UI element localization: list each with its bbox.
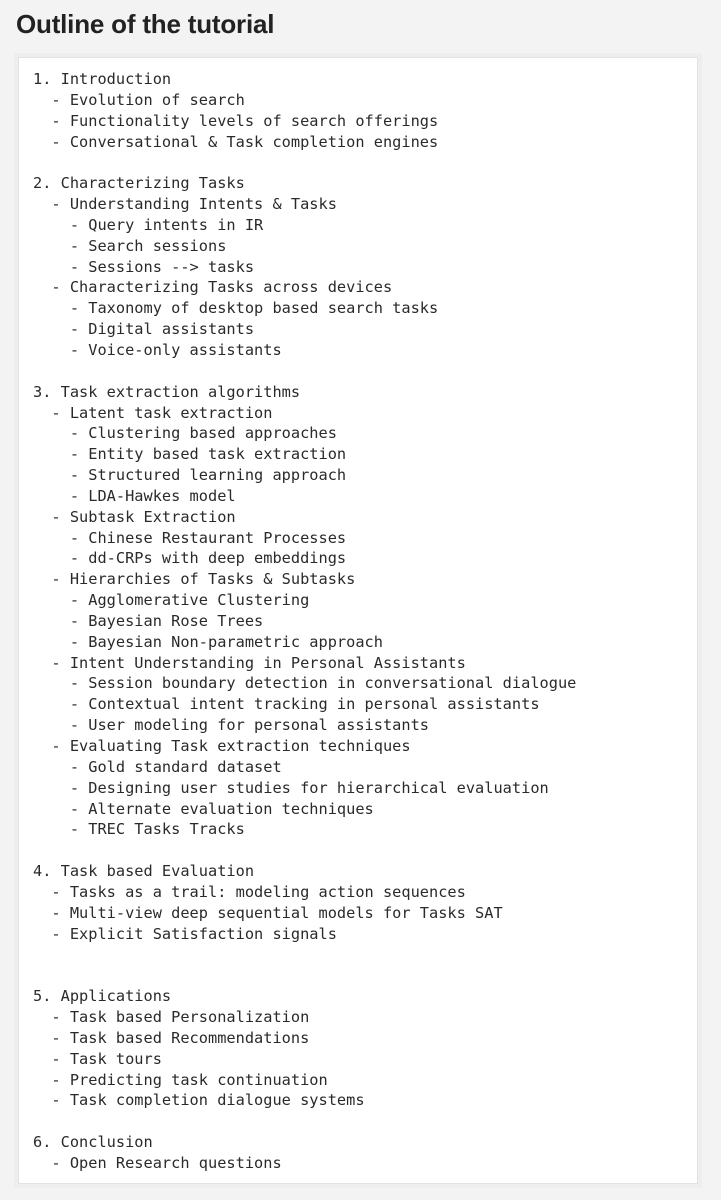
outline-line: - Explicit Satisfaction signals [33,924,337,943]
outline-line: - Contextual intent tracking in personal assistants [33,695,540,714]
outline-line: - Predicting task continuation [33,1070,328,1089]
outline-line: 2. Characterizing Tasks [33,174,245,193]
outline-line: - Alternate evaluation techniques [33,799,374,818]
page-title: Outline of the tutorial [16,9,275,39]
outline-code-block [18,57,698,1184]
outline-line: - Conversational & Task completion engines [33,132,439,151]
outline-lines [33,69,576,1174]
outline-line: - Hierarchies of Tasks & Subtasks [33,570,356,589]
outline-line: - Search sessions [33,236,227,255]
outline-line: - Intent Understanding in Personal Assistants [33,653,466,672]
outline-line: - Chinese Restaurant Processes [33,528,347,547]
outline-line [33,965,576,986]
outline-line: - Open Research questions [33,1153,282,1172]
outline-line: - Evaluating Task extraction techniques [33,737,411,755]
outline-line: - Structured learning approach [33,466,347,485]
outline-line [33,1111,576,1132]
outline-line: - Subtask Extraction [33,507,236,526]
outline-line: - Agglomerative Clustering [33,591,310,610]
outline-line: - Taxonomy of desktop based search tasks [33,299,439,318]
outline-line: - dd-CRPs with deep embeddings [33,549,347,568]
outline-line: 4. Task based Evaluation [33,862,255,881]
outline-line: - Latent task extraction [33,403,273,422]
outline-line: - Task based Personalization [33,1007,310,1026]
outline-line [33,361,576,382]
outline-line: - User modeling for personal assistants [33,716,430,735]
outline-line [33,944,576,965]
outline-line: - Query intents in IR [33,215,264,234]
outline-line: 5. Applications [33,987,172,1006]
outline-line: - Task completion dialogue systems [33,1091,365,1110]
outline-line [33,840,576,861]
outline-line: - Sessions --> tasks [33,257,255,276]
outline-line: - Bayesian Non-parametric approach [33,632,383,651]
outline-line: - Entity based task extraction [33,445,347,464]
outline-line: - Designing user studies for hierarchical evaluation [33,778,549,797]
outline-line: - Characterizing Tasks across devices [33,278,393,297]
outline-line: - Bayesian Rose Trees [33,611,264,630]
outline-line: - Understanding Intents & Tasks [33,195,337,214]
outline-line: - LDA-Hawkes model [33,486,236,505]
outline-line: 1. Introduction [33,70,172,88]
outline-line: - Task based Recommendations [33,1028,310,1047]
outline-line: - Session boundary detection in conversational dialogue [33,674,577,693]
outline-line: - Task tours [33,1049,162,1068]
outline-line: - Multi-view deep sequential models for Tasks SAT [33,903,503,922]
outline-line [33,152,576,173]
outline-line: - Clustering based approaches [33,424,337,443]
outline-line: - Evolution of search [33,90,245,109]
outline-line: 6. Conclusion [33,1133,153,1152]
outline-line: - Tasks as a trail: modeling action sequences [33,882,466,901]
outline-line: - TREC Tasks Tracks [33,820,245,839]
outline-line: 3. Task extraction algorithms [33,382,301,401]
outline-line: - Voice-only assistants [33,340,282,359]
outline-line: - Gold standard dataset [33,757,282,776]
outline-line: - Functionality levels of search offerings [33,111,439,130]
outline-line: - Digital assistants [33,320,255,339]
